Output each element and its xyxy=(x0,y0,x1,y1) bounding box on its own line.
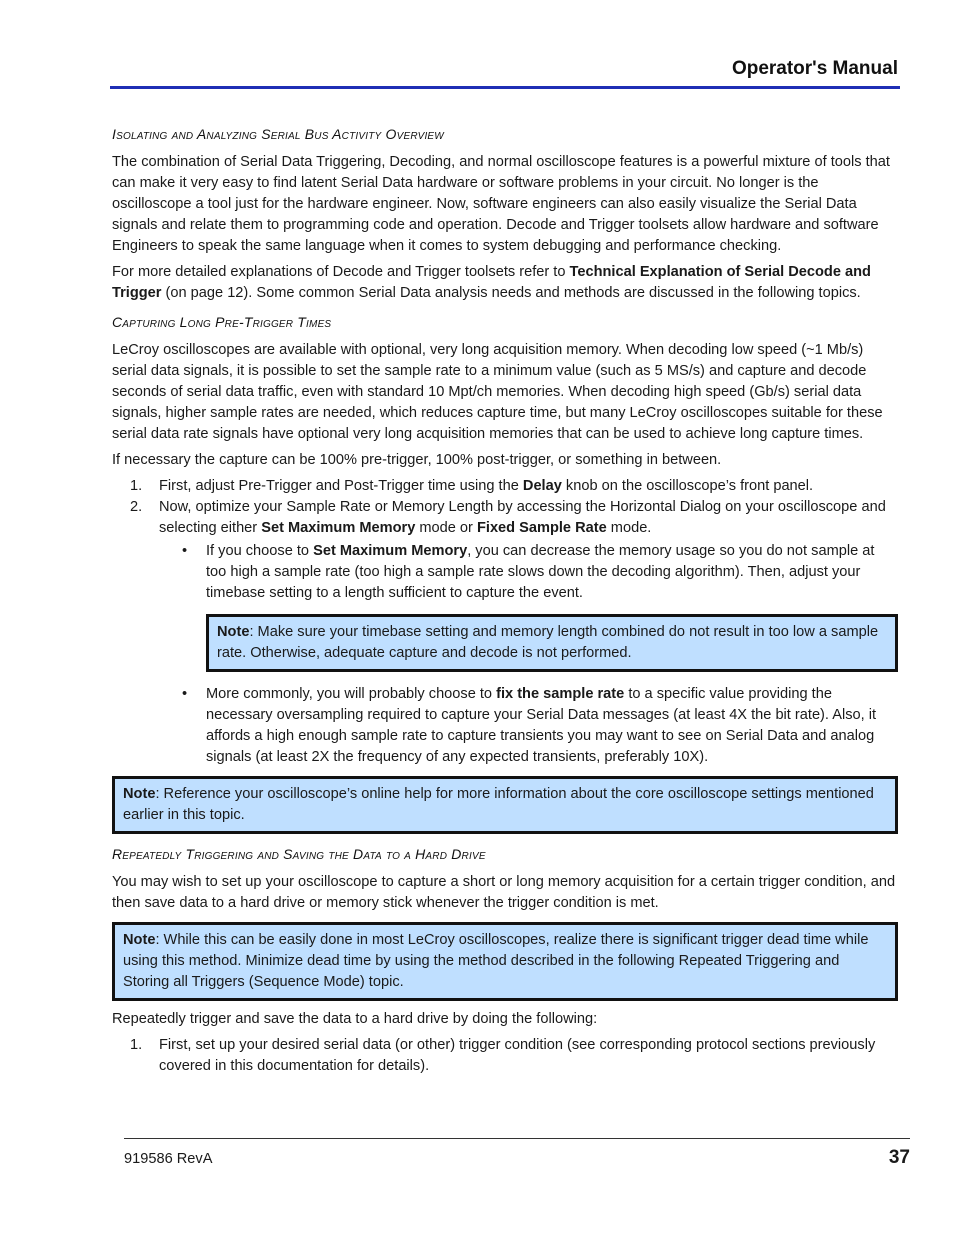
note-text: : While this can be easily done in most LeCroy oscilloscopes, realize there is significant trigger dead time while using this method. Minimize dead time by using the method described in the following Repeated Triggering and Storing all Triggers (Sequence Mode) topic. xyxy=(123,932,869,990)
note-box xyxy=(112,922,898,1001)
paragraph: The combination of Serial Data Triggering, Decoding, and normal oscilloscope features is a powerful mixture of tools that can make it very easy to find latent Serial Data hardware or software problems in your circuit. No longer is the oscilloscope a tool just for the hardware engineer. Now, software engineers can also easily visualize the Serial Data signals and relate them to programming code and operation. Decode and Trigger toolsets allow hardware and software Engineers to speak the same language when it comes to system debugging and performance checking. xyxy=(112,154,890,254)
section-heading-capturing: Capturing Long Pre-Trigger Times xyxy=(112,314,332,330)
bullet-item xyxy=(112,684,898,768)
note-text: : Reference your oscilloscope’s online help for more information about the core oscilloscope settings mentioned earlier in this topic. xyxy=(123,786,874,823)
text: mode. xyxy=(606,520,652,536)
bullet-glyph: • xyxy=(182,686,188,702)
text: mode or xyxy=(415,520,477,536)
header-title: Operator's Manual xyxy=(731,58,898,79)
cross-reference-link[interactable]: Technical Explanation of Serial Decode and Trigger xyxy=(112,264,871,301)
text: knob on the oscilloscope’s front panel. xyxy=(561,478,814,494)
note-box xyxy=(112,776,898,834)
page-content xyxy=(112,124,898,1077)
header-rule xyxy=(110,86,900,89)
text: , you can decrease the memory usage so you do not sample at too high a sample rate (too high a sample rate slows down the decoding algorithm). Then, adjust your timebase setting to a length sufficient to capture the event. xyxy=(206,543,875,601)
section-heading-isolating: Isolating and Analyzing Serial Bus Activity Overview xyxy=(112,126,444,142)
note-label: Note xyxy=(123,932,156,948)
text: First, set up your desired serial data (or other) trigger condition (see corresponding protocol sections previously covered in this documentation for details). xyxy=(159,1037,876,1074)
bold-text: fix the sample rate xyxy=(496,686,625,702)
list-number: 1. xyxy=(130,1037,143,1053)
paragraph: If necessary the capture can be 100% pre-trigger, 100% post-trigger, or something in between. xyxy=(112,452,722,468)
note-box xyxy=(206,614,898,672)
text: Now, optimize your Sample Rate or Memory Length by accessing the Horizontal Dialog on your oscilloscope and selecting either xyxy=(159,499,886,536)
list-item xyxy=(112,1035,898,1077)
bold-text: Set Maximum Memory xyxy=(261,520,416,536)
page-number: 37 xyxy=(888,1147,910,1168)
text: (on page 12). Some common Serial Data analysis needs and methods are discussed in the following topics. xyxy=(161,285,861,301)
bullet-item xyxy=(112,541,898,604)
note-label: Note xyxy=(217,624,250,640)
paragraph: Repeatedly trigger and save the data to a hard drive by doing the following: xyxy=(112,1011,598,1027)
list-item xyxy=(112,476,898,497)
bold-text: Delay xyxy=(522,478,562,494)
text: First, adjust Pre-Trigger and Post-Trigger time using the xyxy=(159,478,523,494)
paragraph xyxy=(112,262,898,304)
numbered-list xyxy=(112,476,898,539)
bullet-list xyxy=(112,684,898,768)
footer-doc-id: 919586 RevA xyxy=(124,1151,213,1167)
list-number: 2. xyxy=(130,499,143,515)
text: More commonly, you will probably choose to xyxy=(206,686,497,702)
bold-text: Fixed Sample Rate xyxy=(476,520,607,536)
bold-text: Set Maximum Memory xyxy=(313,543,468,559)
numbered-list xyxy=(112,1035,898,1077)
paragraph: LeCroy oscilloscopes are available with optional, very long acquisition memory. When decoding low speed (~1 Mb/s) serial data signals, it is possible to set the sample rate to a minimum value (such as 5 MS/s) and capture and decode seconds of serial data traffic, even with standard 10 Mpt/ch memories. When decoding high speed (Gb/s) serial data signals, higher sample rates are needed, which reduces capture time, but many LeCroy oscilloscopes suitable for these serial data rate signals have optional very long acquisition memories that can be used to achieve long capture times. xyxy=(112,342,883,442)
section-heading-repeatedly: Repeatedly Triggering and Saving the Data to a Hard Drive xyxy=(112,846,486,862)
list-number: 1. xyxy=(130,478,143,494)
bullet-list xyxy=(112,541,898,604)
footer-rule xyxy=(124,1138,910,1139)
note-label: Note xyxy=(123,786,156,802)
paragraph: You may wish to set up your oscilloscope to capture a short or long memory acquisition for a certain trigger condition, and then save data to a hard drive or memory stick whenever the trigger condition is met. xyxy=(112,874,896,911)
list-item xyxy=(112,497,898,539)
note-text: : Make sure your timebase setting and memory length combined do not result in too low a sample rate. Otherwise, adequate capture and decode is not performed. xyxy=(217,624,879,661)
text: to a specific value providing the necessary oversampling required to capture your Serial Data messages (at least 4X the bit rate). Also, it affords a high enough sample rate to capture transients you may want to see on Serial Data and analog signals (at least 2X the frequency of any expected transients, preferably 10X). xyxy=(206,686,877,765)
text: For more detailed explanations of Decode and Trigger toolsets refer to xyxy=(112,264,570,280)
text: If you choose to xyxy=(206,543,314,559)
bullet-glyph: • xyxy=(182,543,188,559)
